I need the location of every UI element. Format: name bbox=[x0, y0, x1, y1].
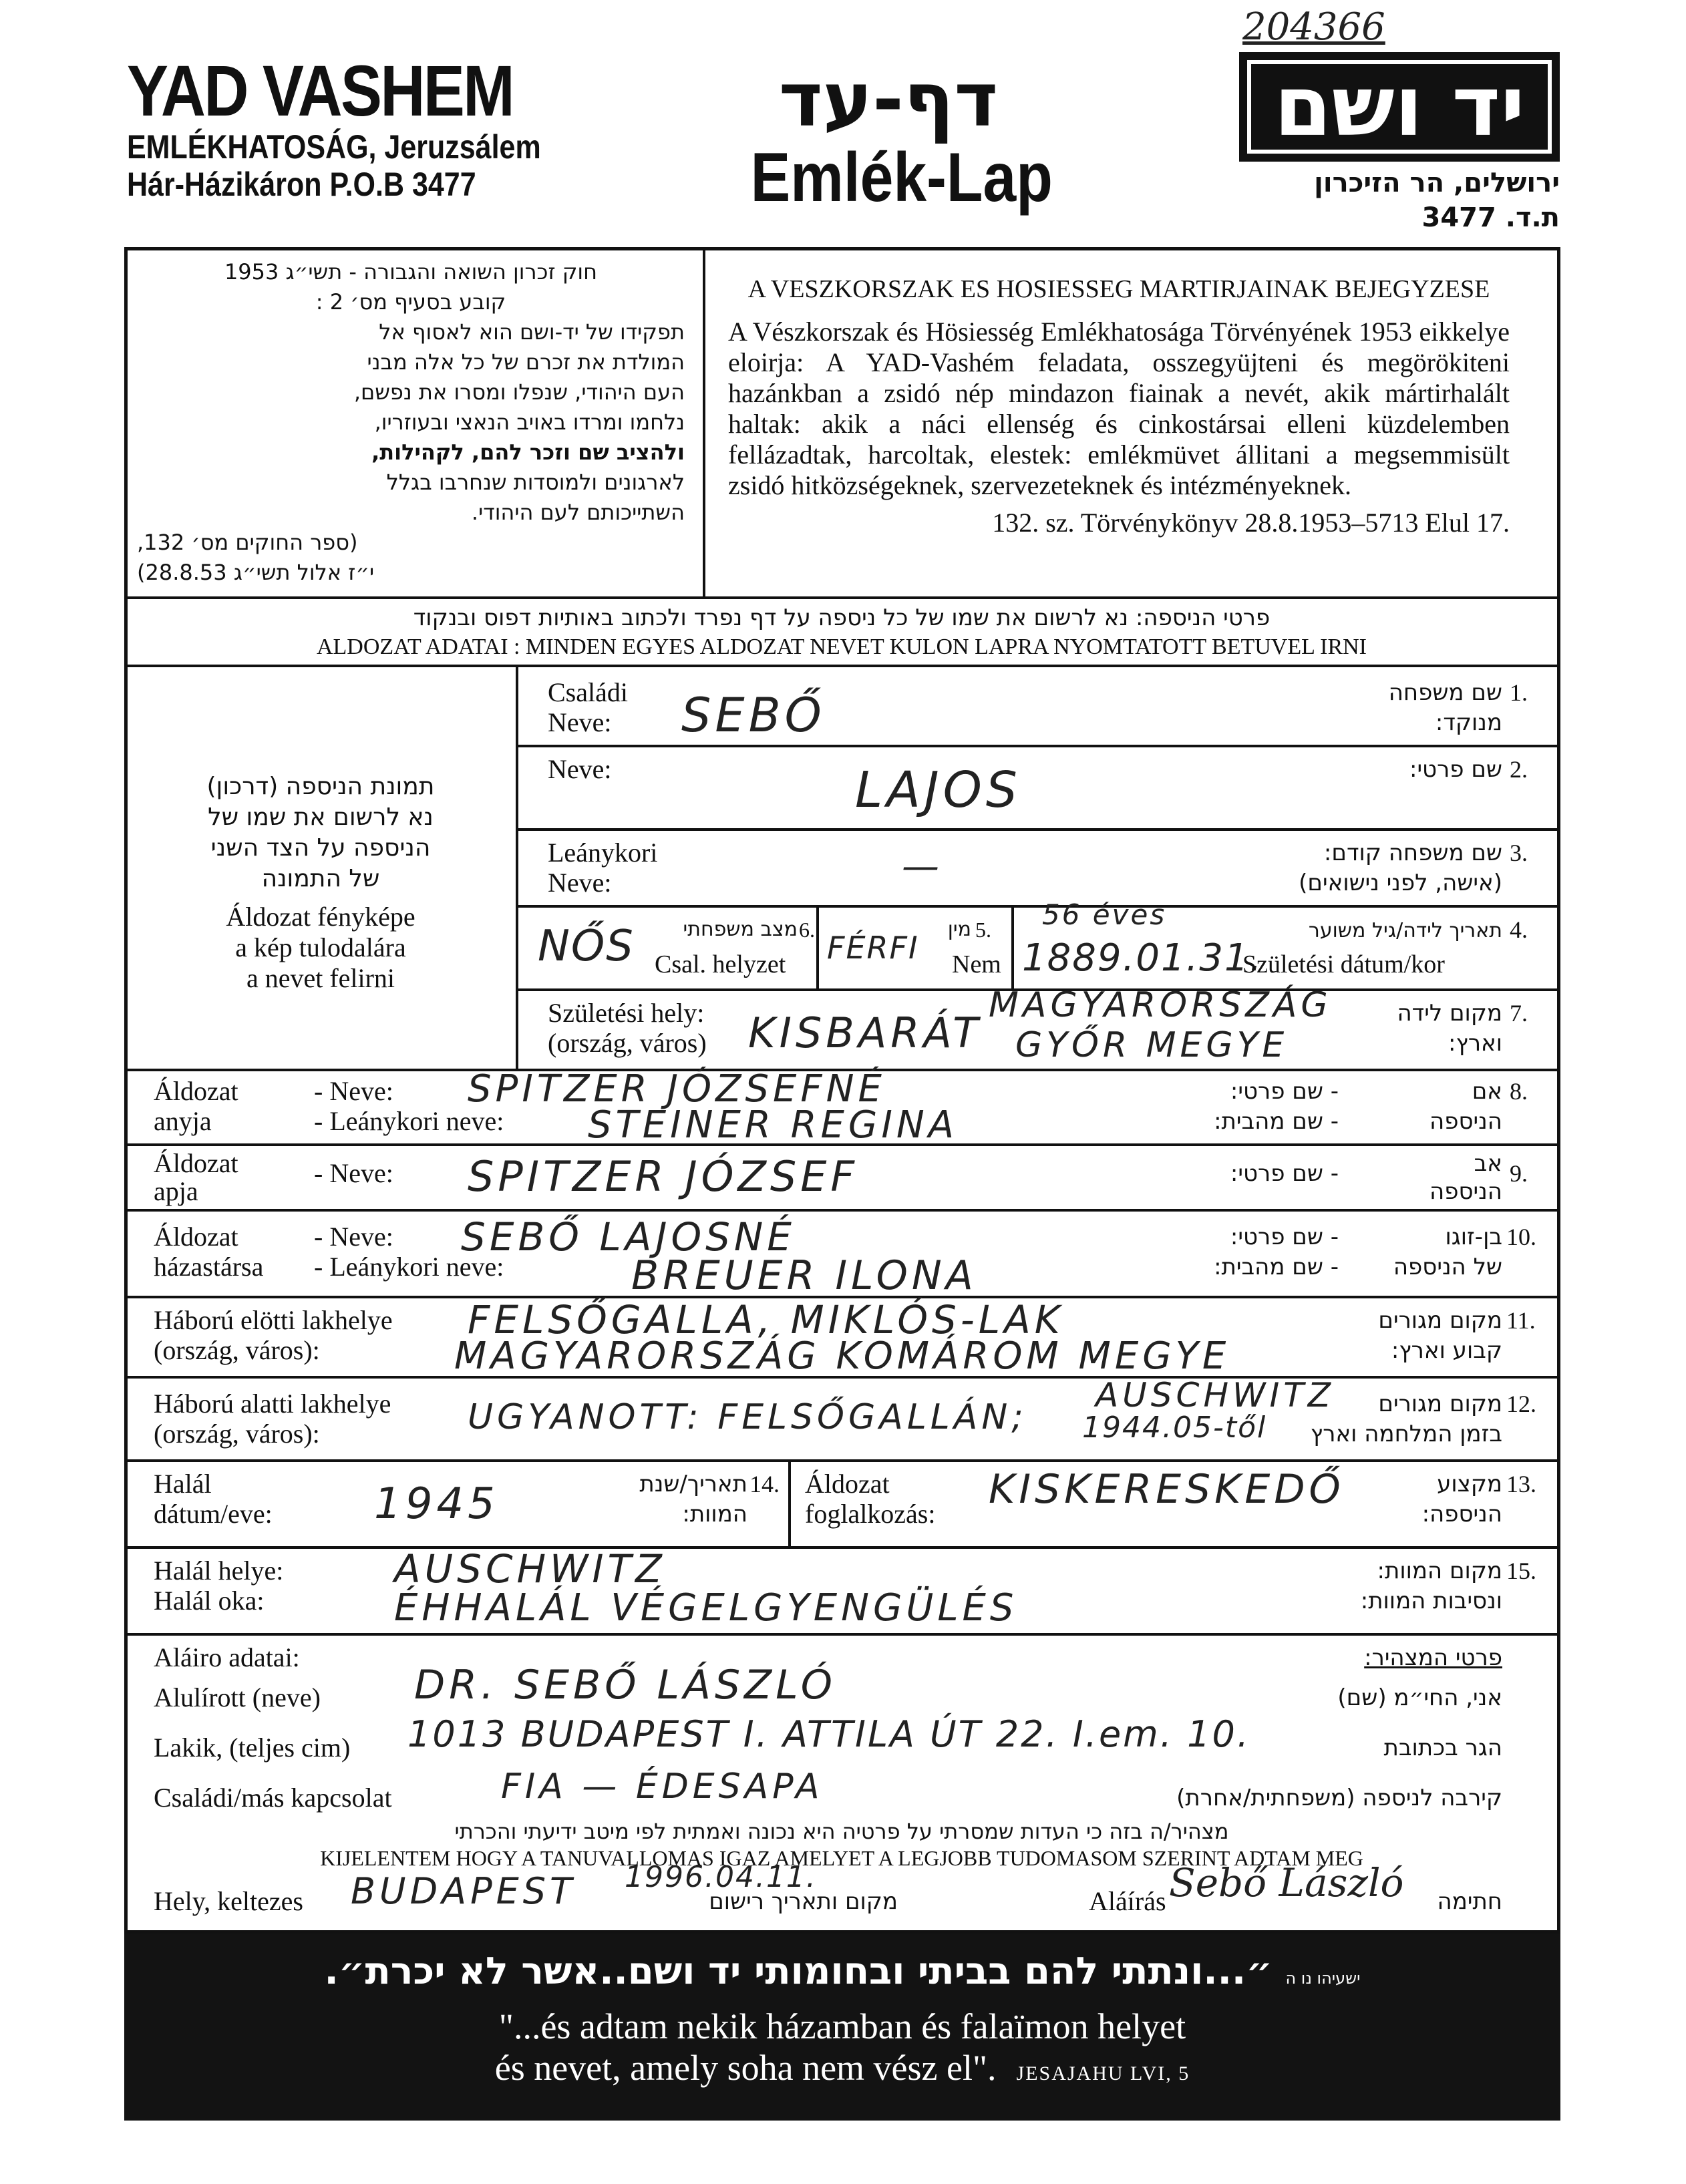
field14-number: 14. bbox=[749, 1471, 780, 1497]
field6-number: 6. bbox=[799, 918, 815, 942]
photo-note-he-line: נא לרשום את שמו של bbox=[208, 803, 434, 831]
field9-sublabel: - Neve: bbox=[314, 1158, 393, 1188]
footer-quote-hu-source: JESAJAHU LVI, 5 bbox=[1016, 2062, 1190, 2084]
yad-vashem-logo: יד ושם bbox=[1239, 52, 1560, 162]
signer-address-label-he: הגר בכתובת bbox=[1383, 1735, 1502, 1761]
signer-name-label: Alulírott (neve) bbox=[154, 1682, 321, 1712]
divider bbox=[124, 1459, 1560, 1462]
field2-label: Neve: bbox=[548, 754, 612, 784]
field9-label: Áldozat bbox=[154, 1148, 238, 1178]
field3-number: 3. bbox=[1510, 840, 1528, 866]
photo-note-hu-line: a nevet felirni bbox=[246, 963, 395, 993]
field8-label: Áldozat bbox=[154, 1076, 238, 1106]
field2-number: 2. bbox=[1510, 756, 1528, 783]
field7-label: Születési hely: bbox=[548, 998, 705, 1028]
divider bbox=[124, 1209, 1560, 1212]
org-address: Hár-Házikáron P.O.B 3477 bbox=[127, 166, 476, 203]
field15-label-he: מקום המוות: bbox=[1377, 1558, 1502, 1584]
prewar-country-value: MAGYARORSZÁG KOMÁROM MEGYE bbox=[454, 1334, 1230, 1378]
footer-quote-hu-line1: "...és adtam nekik házamban és falaïmon helyet bbox=[498, 2006, 1186, 2046]
law-text-he-line: חוק זכרון השואה והגבורה - תשי״ג 1953 bbox=[224, 259, 598, 285]
field13-label-he: מקצוע bbox=[1437, 1471, 1502, 1497]
birth-county-value: GYŐR MEGYE bbox=[1015, 1025, 1289, 1065]
instructions-he: פרטי הניספה: נא לרשום את שמו של כל ניספה על דף נפרד ולכתוב באותיות דפוס ובנקוד bbox=[413, 604, 1271, 631]
field9-sublabel-he: - שם פרטי: bbox=[1230, 1160, 1339, 1187]
address-he-line1: ירושלים, הר הזיכרון bbox=[1314, 168, 1560, 198]
law-text-he-line: ולהציב שם וזכר להם, לקהילות, bbox=[371, 439, 685, 465]
signer-relation-label: Családi/más kapcsolat bbox=[154, 1783, 392, 1813]
field1-label: Neve: bbox=[548, 707, 612, 737]
field4-label-he: תאריך לידה/גיל משוער bbox=[1308, 919, 1502, 942]
wartime-date-value: 1944.05-től bbox=[1082, 1411, 1267, 1445]
field8-sublabel-he: - שם פרטי: bbox=[1230, 1078, 1339, 1105]
place-value: BUDAPEST bbox=[351, 1870, 576, 1912]
field1-label: Családi bbox=[548, 677, 628, 707]
field10-label-he: בן-זוגו bbox=[1445, 1224, 1502, 1250]
field13-label: foglalkozás: bbox=[805, 1499, 936, 1529]
law-reference: 132. sz. Törvénykönyv 28.8.1953–5713 Elul 17. bbox=[992, 508, 1510, 538]
footer-quote-he-text: ״...ונתתי להם בביתי ובחומותי יד ושם..אשר לא יכרת״. bbox=[324, 1950, 1273, 1993]
field12-label-he: מקום מגורים bbox=[1378, 1391, 1502, 1417]
law-title: A VESZKORSZAK ES HOSIESSEG MARTIRJAINAK BEJEGYZESE bbox=[747, 275, 1490, 303]
form-title-block bbox=[728, 57, 1053, 216]
footer-quote bbox=[124, 1934, 1560, 2121]
field8-sublabel: - Neve: bbox=[314, 1076, 393, 1106]
form-title-he: דף-עד bbox=[778, 57, 999, 144]
field10-label: házastársa bbox=[154, 1252, 264, 1282]
spouse-name-value: SEBŐ LAJOSNÉ bbox=[461, 1214, 796, 1260]
form-title: Emlék-Lap bbox=[750, 139, 1053, 216]
field9-label-he: אב bbox=[1474, 1150, 1502, 1177]
law-text-he-line: לארגונים ולמוסדות שנחרבו בגלל bbox=[386, 470, 685, 495]
field10-sublabel: - Neve: bbox=[314, 1222, 393, 1252]
death-date-value: 1945 bbox=[374, 1479, 499, 1529]
photo-note-hu-line: a kép tulodalára bbox=[235, 932, 406, 962]
photo-note-he-line: הניספה על הצד השני bbox=[210, 834, 431, 862]
org-block bbox=[127, 50, 635, 203]
law-text-he-line: נלחמו ומרדו באויב הנאצי ובעוזריו, bbox=[374, 409, 685, 435]
field6-label: Csal. helyzet bbox=[655, 950, 786, 978]
field14-label-he: תאריך/שנת bbox=[639, 1471, 747, 1497]
field11-label-he: מקום מגורים bbox=[1378, 1307, 1502, 1334]
victim-family-name: SEBŐ bbox=[681, 688, 826, 743]
field11-label-he: קבוע וארץ: bbox=[1391, 1337, 1502, 1364]
field7-label-he: מקום לידה bbox=[1397, 1000, 1502, 1027]
field15-label: Halál oka: bbox=[154, 1586, 265, 1616]
photo-note-hu bbox=[134, 902, 508, 994]
field10-label: Áldozat bbox=[154, 1222, 238, 1252]
birth-country-value: MAGYARORSZÁG bbox=[989, 985, 1332, 1025]
sex-value: FÉRFI bbox=[827, 930, 919, 966]
field12-label: (ország, város): bbox=[154, 1419, 320, 1449]
field3-label-he: (אישה, לפני נישואים) bbox=[1299, 870, 1502, 896]
field1-number: 1. bbox=[1510, 679, 1528, 706]
document-number: 204366 bbox=[1242, 5, 1385, 49]
signer-relation-value: FIA — ÉDESAPA bbox=[501, 1767, 824, 1807]
field8-label-he: הניספה bbox=[1429, 1108, 1502, 1135]
divider bbox=[703, 247, 705, 598]
divider bbox=[124, 596, 1560, 599]
divider bbox=[516, 828, 1560, 831]
photo-note-he-line: של התמונה bbox=[261, 865, 380, 892]
field14-label: Halál bbox=[154, 1469, 212, 1499]
divider bbox=[124, 1546, 1560, 1549]
mother-maiden-name-value: STEINER REGINA bbox=[588, 1103, 959, 1147]
field7-label-he: וארץ: bbox=[1448, 1030, 1502, 1057]
birth-date-value: 1889.01.31. bbox=[1022, 936, 1263, 980]
law-text-he-line: (ספר החוקים מס׳ 132, bbox=[137, 530, 358, 555]
divider bbox=[1011, 905, 1014, 988]
divider bbox=[124, 1633, 1560, 1636]
field10-number: 10. bbox=[1506, 1224, 1536, 1250]
field11-label: Háború elötti lakhelye bbox=[154, 1305, 393, 1335]
org-subtitle: EMLÉKHATOSÁG, Jeruzsálem bbox=[127, 128, 541, 166]
divider bbox=[816, 905, 819, 988]
divider bbox=[124, 665, 1560, 667]
field4-number: 4. bbox=[1510, 916, 1528, 943]
law-text-he bbox=[137, 257, 685, 588]
age-value: 56 éves bbox=[1042, 898, 1167, 931]
law-text-he-line: תפקידו של יד-ושם הוא לאסוף אל bbox=[379, 319, 685, 345]
death-place-value: AUSCHWITZ bbox=[394, 1546, 666, 1592]
footer-quote-hu-line2 bbox=[124, 2047, 1560, 2095]
field5-label-he: מין bbox=[947, 918, 971, 941]
field15-label-he: ונסיבות המוות: bbox=[1360, 1588, 1502, 1614]
law-text-he-line: העם היהודי, שנפלו ומסרו את נפשם, bbox=[353, 379, 685, 405]
law-text-he-line: קובע בסעיף מס׳ 2 : bbox=[315, 289, 506, 315]
maiden-name-value: — bbox=[902, 845, 943, 888]
signer-title: Aláiro adatai: bbox=[154, 1642, 300, 1672]
death-cause-value: ÉHHALÁL VÉGELGYENGÜLÉS bbox=[394, 1586, 1018, 1630]
law-text-hu bbox=[728, 274, 1510, 538]
father-name-value: SPITZER JÓZSEF bbox=[468, 1152, 859, 1201]
instructions-hu: ALDOZAT ADATAI : MINDEN EGYES ALDOZAT NEVET KULON LAPRA NYOMTATOTT BETUVEL IRNI bbox=[316, 634, 1367, 659]
field1-label-he: שם משפחה bbox=[1388, 679, 1502, 706]
address-he bbox=[1239, 166, 1560, 235]
law-text-he-line: י״ז אלול תשי״ג 28.8.53) bbox=[137, 560, 375, 585]
declaration-he: מצהיר/ה בזה כי העדות שמסרתי על פרטיה היא נכונה ואמתית לפי מיטב ידיעתי והכרתי bbox=[454, 1819, 1229, 1844]
divider bbox=[516, 905, 1560, 908]
signer-name-value: DR. SEBŐ LÁSZLÓ bbox=[414, 1662, 836, 1708]
field6-label-he: מצב משפחתי bbox=[683, 918, 798, 941]
field7-label: (ország, város) bbox=[548, 1028, 707, 1058]
field13-number: 13. bbox=[1506, 1471, 1536, 1497]
law-text-he-line: השתייכותם לעם היהודי. bbox=[471, 500, 685, 525]
field11-number: 11. bbox=[1506, 1307, 1536, 1334]
field3-label-he: שם משפחה קודם: bbox=[1323, 840, 1502, 866]
field8-label: anyja bbox=[154, 1106, 212, 1136]
field9-number: 9. bbox=[1510, 1160, 1528, 1187]
mother-name-value: SPITZER JÓZSEFNÉ bbox=[468, 1067, 886, 1111]
signature-value: Sebő László bbox=[1169, 1860, 1404, 1905]
field4-label: Születési dátum/kor bbox=[1242, 950, 1445, 978]
photo-note-hu-line: Áldozat fényképe bbox=[226, 902, 415, 932]
marital-status-value: NŐS bbox=[538, 922, 635, 971]
field9-label: apja bbox=[154, 1176, 198, 1206]
field12-label-he: בזמן המלחמה וארץ bbox=[1310, 1421, 1502, 1447]
divider bbox=[516, 745, 1560, 747]
place-date-label: Hely, keltezes bbox=[154, 1886, 303, 1916]
prewar-residence-value: FELSŐGALLA, MIKLÓS-LAK bbox=[468, 1297, 1064, 1342]
wartime-camp-value: AUSCHWITZ bbox=[1095, 1376, 1335, 1415]
field8-sublabel-he: - שם מהבית: bbox=[1214, 1108, 1339, 1135]
field10-sublabel-he: - שם מהבית: bbox=[1214, 1254, 1339, 1280]
law-text-he-line: המולדת את זכרם של כל אלה מבני bbox=[367, 349, 685, 375]
org-title: YAD VASHEM bbox=[127, 50, 514, 131]
field14-label: dátum/eve: bbox=[154, 1499, 273, 1529]
field7-number: 7. bbox=[1510, 1000, 1528, 1027]
wartime-residence-value: UGYANOTT: FELSŐGALLÁN; bbox=[468, 1397, 1027, 1437]
field1-label-he: מנוקד: bbox=[1435, 709, 1502, 736]
field10-sublabel: - Leánykori neve: bbox=[314, 1252, 504, 1282]
field8-label-he: אם bbox=[1472, 1078, 1502, 1105]
footer-quote-hu-text: és nevet, amely soha nem vész el". bbox=[494, 2048, 997, 2088]
field5-label: Nem bbox=[952, 950, 1001, 978]
field2-label-he: שם פרטי: bbox=[1409, 756, 1502, 783]
photo-note-he bbox=[134, 771, 508, 894]
field5-number: 5. bbox=[975, 918, 991, 942]
occupation-value: KISKERESKEDŐ bbox=[989, 1466, 1345, 1513]
divider bbox=[788, 1459, 791, 1546]
declaration-hu: KIJELENTEM HOGY A TANUVALLOMAS IGAZ AMELYET A LEGJOBB TUDOMASOM SZERINT ADTAM MEG bbox=[320, 1846, 1363, 1870]
signer-title-he: פרטי המצהיר: bbox=[1364, 1644, 1502, 1671]
footer-quote-he bbox=[124, 1948, 1560, 2002]
birth-place-value: KISBARÁT bbox=[748, 1009, 983, 1057]
field15-number: 15. bbox=[1506, 1558, 1536, 1584]
field8-number: 8. bbox=[1510, 1078, 1528, 1105]
divider bbox=[516, 665, 518, 1069]
field8-sublabel: - Leánykori neve: bbox=[314, 1106, 504, 1136]
date-value: 1996.04.11. bbox=[625, 1860, 817, 1894]
field3-label: Leánykori bbox=[548, 838, 658, 868]
field11-label: (ország, város): bbox=[154, 1335, 320, 1365]
victim-first-name: LAJOS bbox=[855, 761, 1021, 819]
field12-label: Háború alatti lakhelye bbox=[154, 1389, 391, 1419]
signer-relation-label-he: קירבה לניספה (משפחתית/אחרת) bbox=[1176, 1785, 1502, 1811]
signer-address-label: Lakik, (teljes cim) bbox=[154, 1733, 351, 1763]
field10-label-he: של הניספה bbox=[1393, 1254, 1502, 1280]
signature-label-he: חתימה bbox=[1437, 1888, 1502, 1915]
field9-label-he: הניספה bbox=[1429, 1178, 1502, 1205]
signature-label: Aláírás bbox=[1089, 1886, 1166, 1916]
field14-label-he: המוות: bbox=[682, 1501, 747, 1527]
field15-label: Halál helye: bbox=[154, 1556, 284, 1586]
field10-sublabel-he: - שם פרטי: bbox=[1230, 1224, 1339, 1250]
spouse-maiden-name-value: BREUER ILONA bbox=[631, 1252, 977, 1299]
signer-name-label-he: אני, החי״מ (שם) bbox=[1337, 1684, 1502, 1711]
field12-number: 12. bbox=[1506, 1391, 1536, 1417]
signer-address-value: 1013 BUDAPEST I. ATTILA ÚT 22. I.em. 10. bbox=[407, 1713, 1250, 1755]
address-he-line2: ת.ד. 3477 bbox=[1421, 202, 1560, 233]
photo-note-he-line: תמונת הניספה (דרכון) bbox=[206, 773, 435, 800]
law-body: A Vészkorszak és Hösiesség Emlékhatosága Törvényének 1953 eikkelye eloirja: A YAD-Vashém feladata, osszegyüjteni és megörökiteni hazánkban a zsidó nép mindazon fiainak a nevét, akik mártirhalált haltak: akik a náci ellenség és cinkostársai elleni küzdelemben fellázadtak, harcoltak, elestek: emlékmüvet állitani a megsemmisült zsidó hitközségeknek, szervezeteknek és intézményeknek. bbox=[728, 317, 1510, 500]
footer-quote-he-source: ישעיהו נו ה bbox=[1285, 1969, 1361, 1988]
field13-label-he: הניספה: bbox=[1421, 1501, 1502, 1527]
field3-label: Neve: bbox=[548, 868, 612, 898]
field13-label: Áldozat bbox=[805, 1469, 890, 1499]
place-date-label-he: מקום ותאריך רישום bbox=[709, 1888, 898, 1915]
